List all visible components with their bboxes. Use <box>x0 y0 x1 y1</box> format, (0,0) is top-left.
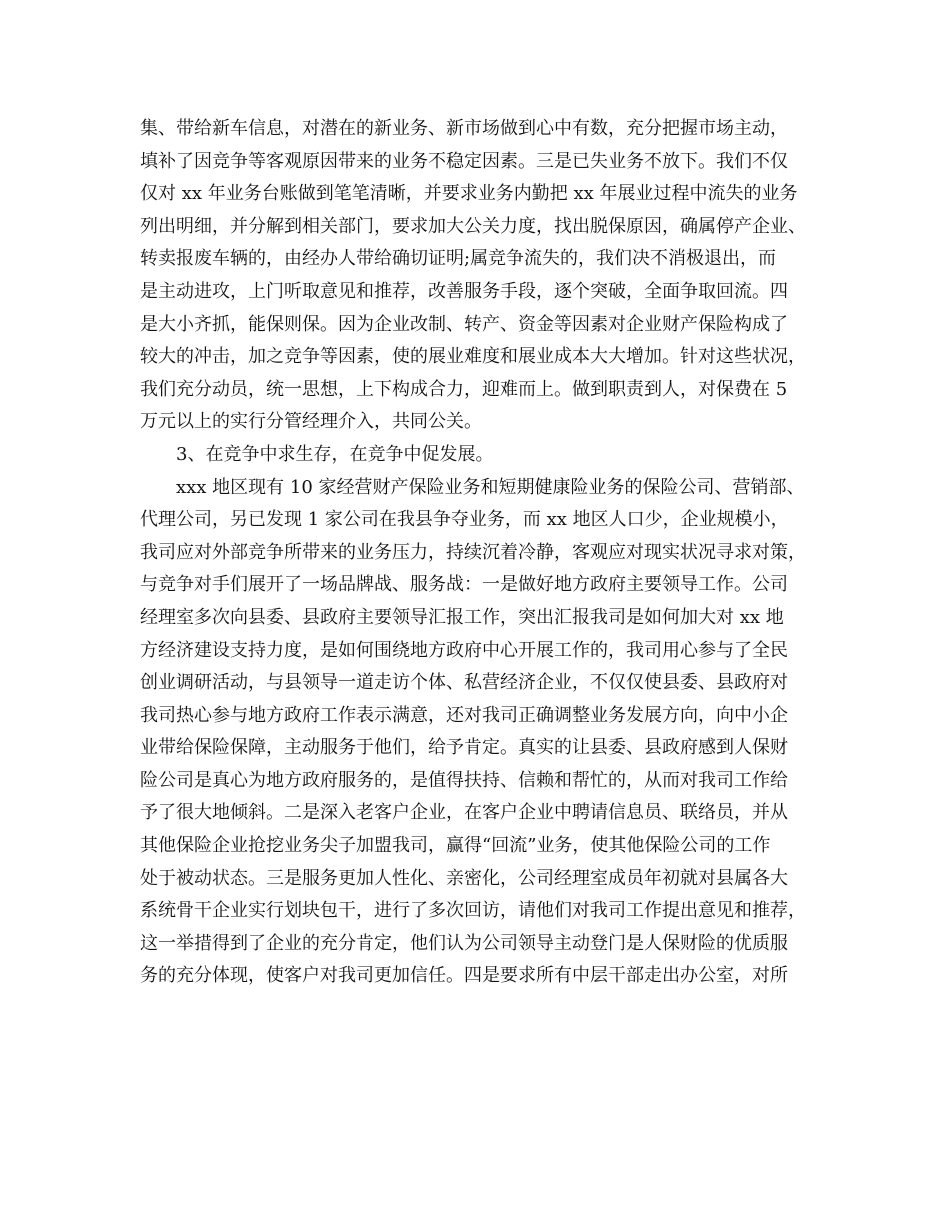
text-line: 我们充分动员，统一思想，上下构成合力，迎难而上。做到职责到人，对保费在 5 <box>140 378 788 400</box>
text-line: 务的充分体现，使客户对我司更加信任。四是要求所有中层干部走出办公室，对所 <box>140 965 788 987</box>
text-line: 是大小齐抓，能保则保。因为企业改制、转产、资金等因素对企业财产保险构成了 <box>140 313 788 335</box>
text-line: 3、在竞争中求生存，在竞争中促发展。 <box>176 443 494 465</box>
text-line: 经理室多次向县委、县政府主要领导汇报工作，突出汇报我司是如何加大对 xx 地 <box>140 606 784 628</box>
text-line: 列出明细，并分解到相关部门，要求加大公关力度，找出脱保原因，确属停产企业、 <box>140 215 806 237</box>
text-line: 我司热心参与地方政府工作表示满意，还对我司正确调整业务发展方向，向中小企 <box>140 704 788 726</box>
text-line: 创业调研活动，与县领导一道走访个体、私营经济企业，不仅仅使县委、县政府对 <box>140 672 788 694</box>
text-line: 方经济建设支持力度，是如何围绕地方政府中心开展工作的，我司用心参与了全民 <box>140 639 788 661</box>
text-line: 处于被动状态。三是服务更加人性化、亲密化，公司经理室成员年初就对县属各大 <box>140 867 788 889</box>
text-line: xxx 地区现有 10 家经营财产保险业务和短期健康险业务的保险公司、营销部、 <box>176 476 805 498</box>
body-text <box>140 113 820 993</box>
text-line: 与竞争对手们展开了一场品牌战、服务战：一是做好地方政府主要领导工作。公司 <box>140 574 788 596</box>
text-line: 险公司是真心为地方政府服务的，是值得扶持、信赖和帮忙的，从而对我司工作给 <box>140 769 788 791</box>
text-line: 业带给保险保障，主动服务于他们，给予肯定。真实的让县委、县政府感到人保财 <box>140 737 788 759</box>
text-line: 集、带给新车信息，对潜在的新业务、新市场做到心中有数，充分把握市场主动， <box>140 118 788 139</box>
text-line: 较大的冲击，加之竞争等因素，使的展业难度和展业成本大大增加。针对这些状况， <box>140 346 806 368</box>
text-line: 系统骨干企业实行划块包干，进行了多次回访，请他们对我司工作提出意见和推荐， <box>140 900 806 922</box>
text-line: 代理公司，另已发现 1 家公司在我县争夺业务，而 xx 地区人口少，企业规模小， <box>140 509 789 531</box>
text-line: 我司应对外部竞争所带来的业务压力，持续沉着冷静，客观应对现实状况寻求对策， <box>140 541 806 563</box>
text-line: 予了很大地倾斜。二是深入老客户企业，在客户企业中聘请信息员、联络员，并从 <box>140 802 788 824</box>
text-line: 这一举措得到了企业的充分肯定，他们认为公司领导主动登门是人保财险的优质服 <box>140 932 788 954</box>
text-line: 转卖报废车辆的，由经办人带给确切证明;属竞争流失的，我们决不消极退出，而 <box>140 248 777 270</box>
text-line: 仅对 xx 年业务台账做到笔笔清晰，并要求业务内勤把 xx 年展业过程中流失的业务 <box>140 183 798 205</box>
text-line: 其他保险企业抢挖业务尖子加盟我司，赢得“回流”业务，使其他保险公司的工作 <box>140 835 771 857</box>
text-line: 填补了因竞争等客观原因带来的业务不稳定因素。三是已失业务不放下。我们不仅 <box>140 150 788 172</box>
text-line: 万元以上的实行分管经理介入，共同公关。 <box>140 411 482 433</box>
text-line: 是主动进攻，上门听取意见和推荐，改善服务手段，逐个突破，全面争取回流。四 <box>140 280 788 302</box>
